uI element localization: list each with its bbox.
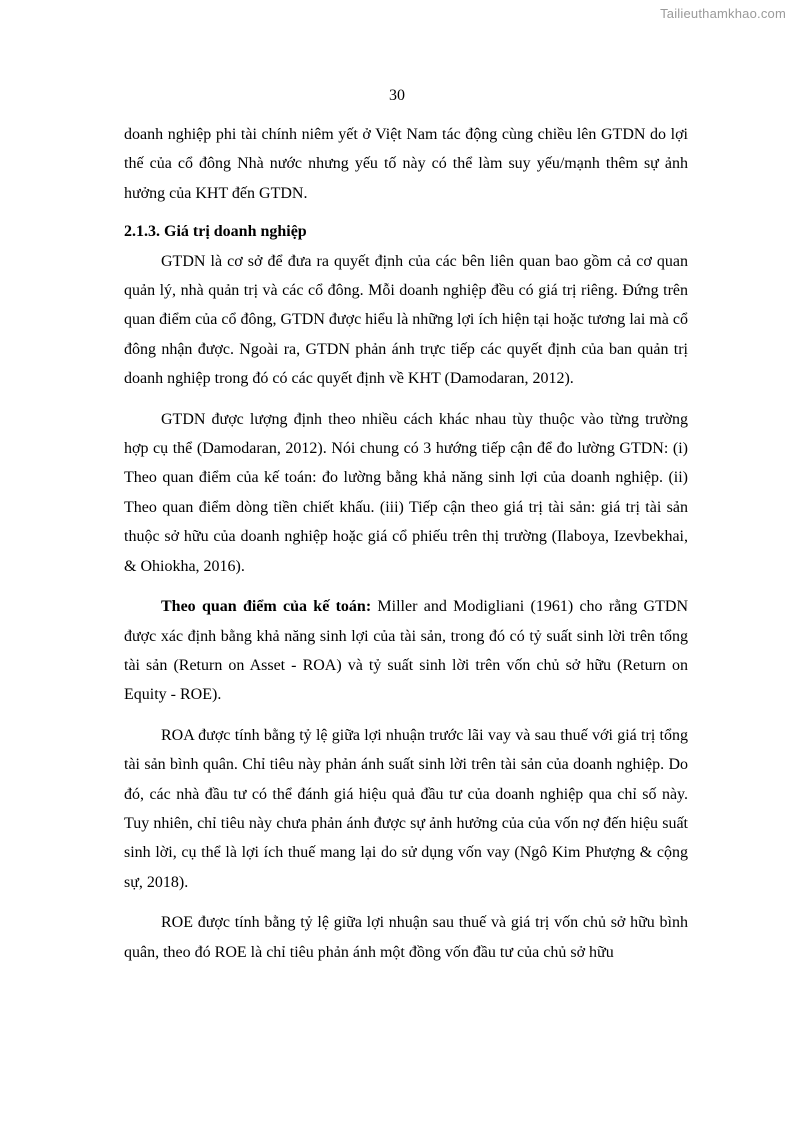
paragraph-4: ROA được tính bằng tỷ lệ giữa lợi nhuận trước lãi vay và sau thuế với giá trị tổng tài sản bình quân. Chỉ tiêu này phản ánh suất sinh lời trên tài sản của doanh nghiệp. Do đó, các nhà đầu tư có thể đánh giá hiệu quả đầu tư của doanh nghiệp qua chỉ số này. Tuy nhiên, chỉ tiêu này chưa phản ánh được sự ảnh hưởng của của vốn nợ đến hiệu suất sinh lời, cụ thể là lợi ích thuế mang lại do sử dụng vốn vay (Ngô Kim Phượng & cộng sự, 2018).	[124, 726, 688, 891]
paragraph-3	[124, 592, 688, 710]
document-body	[124, 120, 688, 967]
paragraph-2: GTDN được lượng định theo nhiều cách khác nhau tùy thuộc vào từng trường hợp cụ thể (Damodaran, 2012). Nói chung có 3 hướng tiếp cận để đo lường GTDN: (i) Theo quan điểm của kế toán: đo lường bằng khả năng sinh lợi của doanh nghiệp. (ii) Theo quan điểm dòng tiền chiết khấu. (iii) Tiếp cận theo giá trị tài sản: giá trị tài sản thuộc sở hữu của doanh nghiệp hoặc giá cổ phiếu trên thị trường (Ilaboya, Izevbekhai, & Ohiokha, 2016).	[124, 410, 688, 575]
paragraph-3-lead: Theo quan điểm của kế toán:	[161, 598, 372, 616]
intro-paragraph: doanh nghiệp phi tài chính niêm yết ở Việt Nam tác động cùng chiều lên GTDN do lợi thế của cổ đông Nhà nước nhưng yếu tố này có thể làm suy yếu/mạnh thêm sự ảnh hưởng của KHT đến GTDN.	[124, 126, 688, 202]
paragraph-5: ROE được tính bằng tỷ lệ giữa lợi nhuận sau thuế và giá trị vốn chủ sở hữu bình quân, theo đó ROE là chỉ tiêu phản ánh một đồng vốn đầu tư của chủ sở hữu	[124, 914, 688, 961]
section-heading: 2.1.3. Giá trị doanh nghiệp	[124, 223, 307, 241]
paragraph-1: GTDN là cơ sở để đưa ra quyết định của các bên liên quan bao gồm cả cơ quan quản lý, nhà quản trị và các cổ đông. Mỗi doanh nghiệp đều có giá trị riêng. Đứng trên quan điểm của cổ đông, GTDN được hiểu là những lợi ích hiện tại hoặc tương lai mà cổ đông nhận được. Ngoài ra, GTDN phản ánh trực tiếp các quyết định của ban quản trị doanh nghiệp trong đó có các quyết định về KHT (Damodaran, 2012).	[124, 252, 688, 388]
paragraph-3-body: Miller and Modigliani (1961) cho rằng GTDN được xác định bằng khả năng sinh lợi của tài sản, trong đó có tỷ suất sinh lời trên tổng tài sản (Return on Asset - ROA) và tỷ suất sinh lời trên vốn chủ sở hữu (Return on Equity - ROE).	[124, 598, 688, 704]
page-number: 30	[389, 87, 405, 104]
watermark-text: Tailieuthamkhao.com	[660, 6, 786, 21]
